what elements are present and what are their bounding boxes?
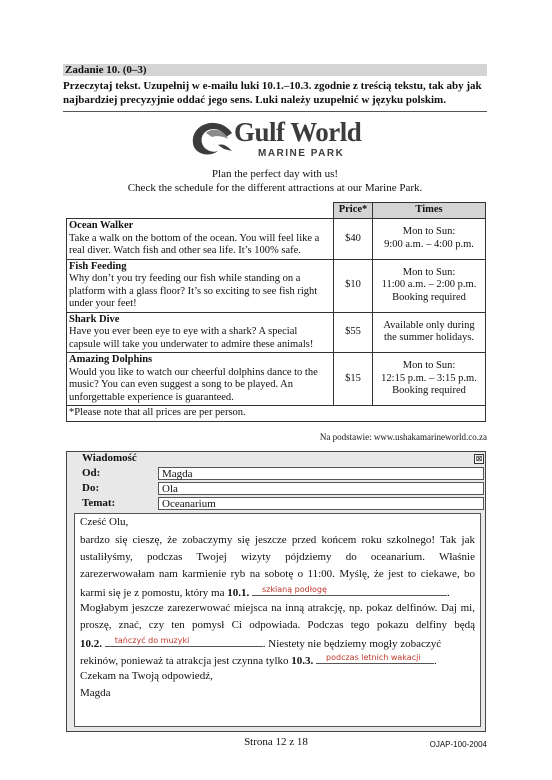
body-line-4: karmi się je z pomostu, który ma 10.1. szklaną podłogę . [80,585,450,599]
times-line: 11:00 a.m. – 2:00 p.m. [381,279,477,291]
body-text: rekinów, ponieważ ta atrakcja jest czynna tylko [80,655,292,667]
closing-line: Czekam na Twoją odpowiedź, [80,670,213,682]
body-line-3: zarezerwowałam nam karmienie ryb na sobotę o 11:00. Myślę, że jest to ciekawe, bo [80,568,475,580]
times-line: Mon to Sun: [402,360,456,372]
times-cell [373,353,486,406]
times-line: Mon to Sun: [402,226,456,238]
body-line-5: Mogłabym jeszcze zarezerwować miejsca na inną atrakcję, np. pokaz delfinów. Daj mi, [80,602,475,614]
task-header: Zadanie 10. (0–3) [63,64,487,76]
table-header-price: Price* [334,203,373,219]
attraction-cell [67,219,334,260]
price-note: *Please note that all prices are per person. [67,406,486,422]
times-line: Booking required [392,291,466,303]
times-cell [373,259,486,312]
answer-10-2: tańczyć do muzyki [114,636,190,645]
intro-line-1: Plan the perfect day with us! [211,168,339,180]
source-credit: Na podstawie: www.ushakamarineworld.co.za [319,432,487,442]
close-icon[interactable]: ⊠ [475,454,483,463]
signature: Magda [80,687,111,699]
body-line-1: bardzo się cieszę, że zobaczymy się jeszcze przed końcem roku szkolnego! Tak jak [80,534,475,546]
gap-label-10-1: 10.1. [227,587,250,599]
message-title: Wiadomość [82,452,137,464]
body-line-8: rekinów, ponieważ ta atrakcja jest czynna tylko 10.3. podczas letnich wakacji . [80,653,437,667]
body-line-6: proszę, znać, czy ten pomysł Ci odpowiada. Podczas tego pokazu delfiny będą [80,619,475,631]
times-line: Booking required [392,385,466,397]
body-text: . Niestety nie będziemy mogły zobaczyć [262,638,442,650]
attraction-name: Fish Feeding [69,260,127,272]
answer-10-3: podczas letnich wakacji [326,653,421,662]
times-cell [373,219,486,260]
task-instruction: Przeczytaj tekst. Uzupełnij w e-mailu luki 10.1.–10.3. zgodnie z treścią tekstu, tak aby jak najbardziej precyzyjnie oddać jego sens. Luki należy uzupełnić w języku polskim. [63,80,482,106]
attraction-name: Shark Dive [69,313,120,325]
from-label: Od: [82,467,101,479]
table-header-row [67,203,486,219]
from-field[interactable]: Magda [158,467,484,480]
attraction-name: Amazing Dolphins [69,354,153,365]
attraction-cell [67,259,334,312]
gap-label-10-2: 10.2. [80,638,102,650]
logo-subtitle: MARINE PARK [258,148,345,159]
gap-10-3[interactable] [316,651,434,664]
page-number: Strona 12 z 18 [244,736,308,748]
table-row [67,219,486,260]
times-cell [373,312,486,353]
gap-10-1[interactable] [252,583,447,596]
table-row [67,353,486,406]
logo-wordmark: Gulf World [234,117,362,147]
attraction-cell [67,312,334,353]
gap-label-10-3: 10.3. [291,655,314,667]
table-row [67,259,486,312]
times-line: 9:00 a.m. – 4:00 p.m. [384,238,474,250]
price-cell: $55 [334,312,373,353]
table-header-blank [67,203,334,219]
exam-code: OJAP-100-2004 [429,740,487,749]
divider [63,111,487,112]
price-cell: $15 [334,353,373,406]
table-note-row [67,406,486,422]
attraction-desc: Would you like to watch our cheerful dolphins dance to the music? You can even suggest a song to be played. An unforgettable experience is guaranteed. [69,366,318,403]
price-cell: $40 [334,219,373,260]
subject-field[interactable]: Oceanarium [158,497,484,510]
subject-label: Temat: [82,497,116,509]
answer-10-1: szklaną podłogę [262,585,327,594]
attraction-desc: Have you ever been eye to eye with a shark? A special capsule will take you underwater to admire these animals! [69,326,314,350]
times-line: Available only during [383,319,475,331]
body-line-7 [80,634,475,652]
body-text: karmi się je z pomostu, który ma [80,587,228,599]
to-label: Do: [82,482,100,494]
times-line: Mon to Sun: [402,266,456,278]
times-line: 12:15 p.m. – 3:15 p.m. [381,372,477,384]
intro-line-2: Check the schedule for the different attractions at our Marine Park. [127,182,423,194]
body-line-2: ustaliłyśmy, podczas Twojej wizyty pójdziemy do oceanarium. Właśnie [80,551,475,563]
price-cell: $10 [334,259,373,312]
attraction-name: Ocean Walker [69,220,134,231]
table-row [67,312,486,353]
greeting: Cześć Olu, [80,516,129,528]
to-field[interactable]: Ola [158,482,484,495]
times-line: the summer holidays. [383,332,475,344]
schedule-table [66,202,486,422]
attraction-desc: Why don’t you try feeding our fish while standing on a platform with a glass floor? It’s so exciting to see fish right under your feet! [69,273,318,309]
gap-10-2[interactable] [105,634,263,647]
attraction-desc: Take a walk on the bottom of the ocean. You will feel like a real diver. Watch fish and other sea life. It’s 100% safe. [69,232,320,256]
table-header-times: Times [373,203,486,219]
attraction-cell [67,353,334,406]
